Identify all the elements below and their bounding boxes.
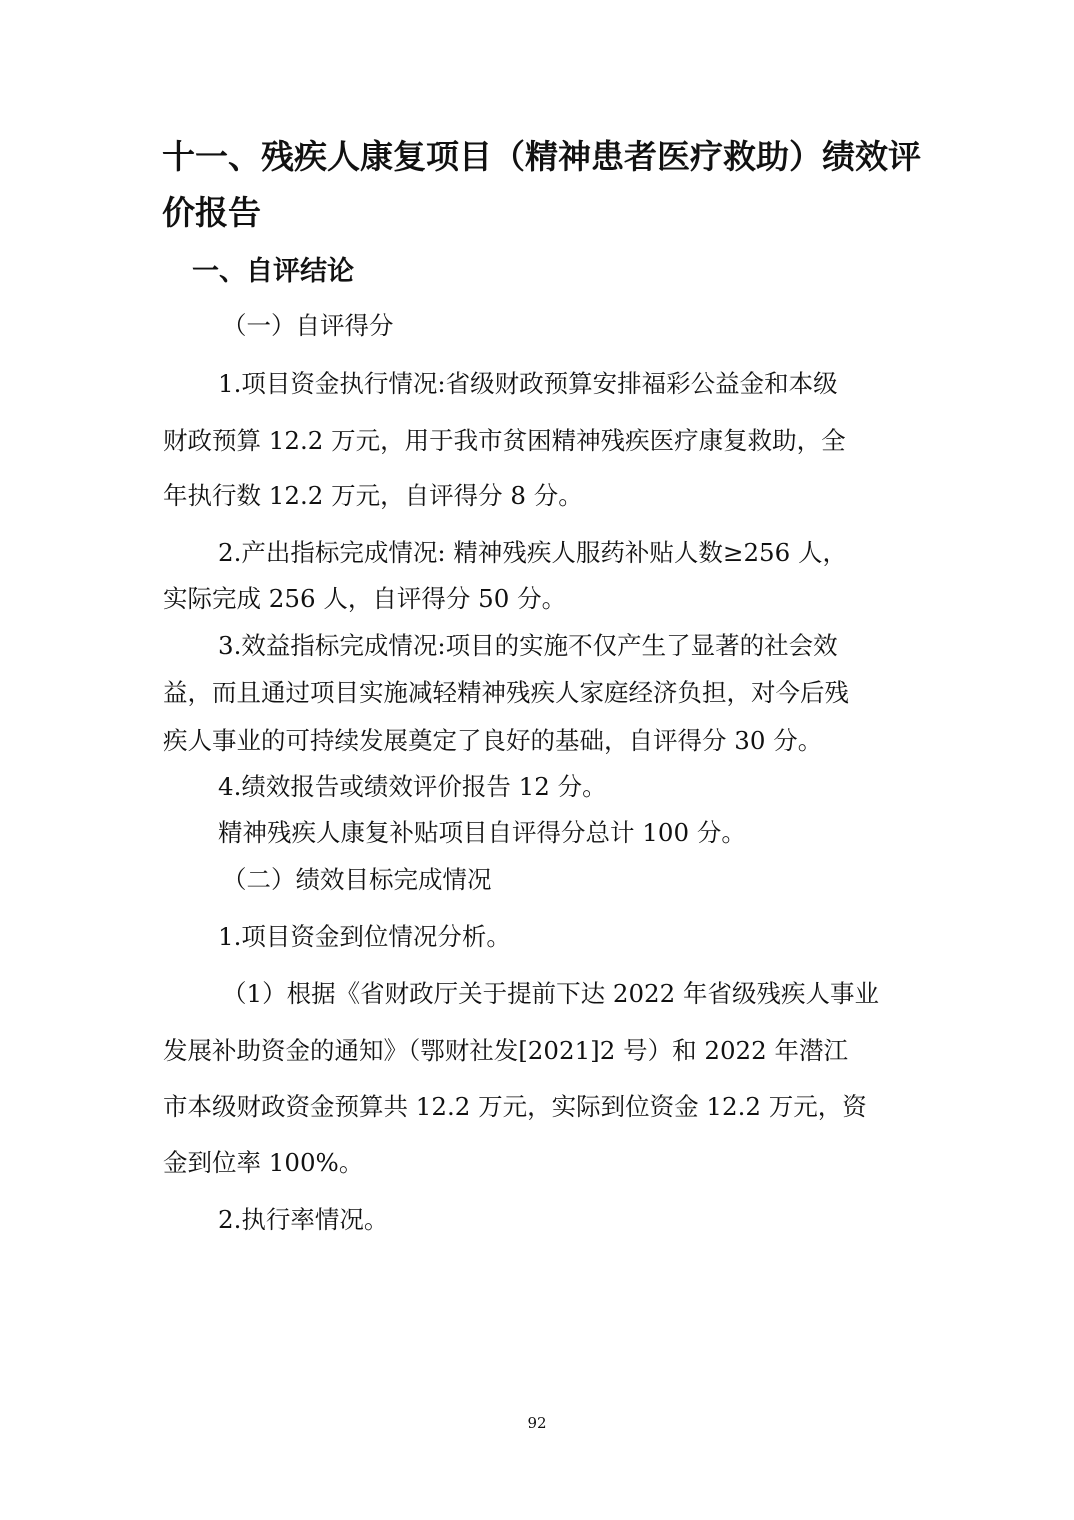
report-title-line-2: 价报告 [162,193,261,232]
paragraph-line: 2.执行率情况。 [218,1205,389,1234]
subsection-heading: （二）绩效目标完成情况 [222,865,492,894]
report-title-line-1: 十一、残疾人康复项目（精神患者医疗救助）绩效评 [162,137,921,176]
paragraph-line: 益，而且通过项目实施减轻精神残疾人家庭经济负担，对今后残 [163,678,849,707]
paragraph-line: 2.产出指标完成情况: 精神残疾人服药补贴人数≥256 人， [218,538,847,567]
paragraph-line: 实际完成 256 人，自评得分 50 分。 [163,584,567,613]
paragraph-line: 精神残疾人康复补贴项目自评得分总计 100 分。 [218,818,746,847]
paragraph-line: 财政预算 12.2 万元，用于我市贫困精神残疾医疗康复救助，全 [163,426,846,455]
section-heading: 一、自评结论 [192,256,354,287]
paragraph-line: 4.绩效报告或绩效评价报告 12 分。 [218,772,607,801]
page-number: 92 [527,1414,547,1432]
paragraph-line: 1.项目资金到位情况分析。 [218,922,511,951]
paragraph-line: 疾人事业的可持续发展奠定了良好的基础，自评得分 30 分。 [163,726,823,755]
subsection-heading: （一）自评得分 [222,311,394,340]
paragraph-line: 发展补助资金的通知》（鄂财社发[2021]2 号）和 2022 年潜江 [163,1036,849,1065]
paragraph-line: （1）根据《省财政厅关于提前下达 2022 年省级残疾人事业 [222,979,880,1008]
paragraph-line: 1.项目资金执行情况:省级财政预算安排福彩公益金和本级 [218,369,838,398]
paragraph-line: 年执行数 12.2 万元，自评得分 8 分。 [163,481,583,510]
paragraph-line: 金到位率 100%。 [163,1148,364,1177]
paragraph-line: 市本级财政资金预算共 12.2 万元，实际到位资金 12.2 万元，资 [163,1092,867,1121]
paragraph-line: 3.效益指标完成情况:项目的实施不仅产生了显著的社会效 [218,631,838,660]
